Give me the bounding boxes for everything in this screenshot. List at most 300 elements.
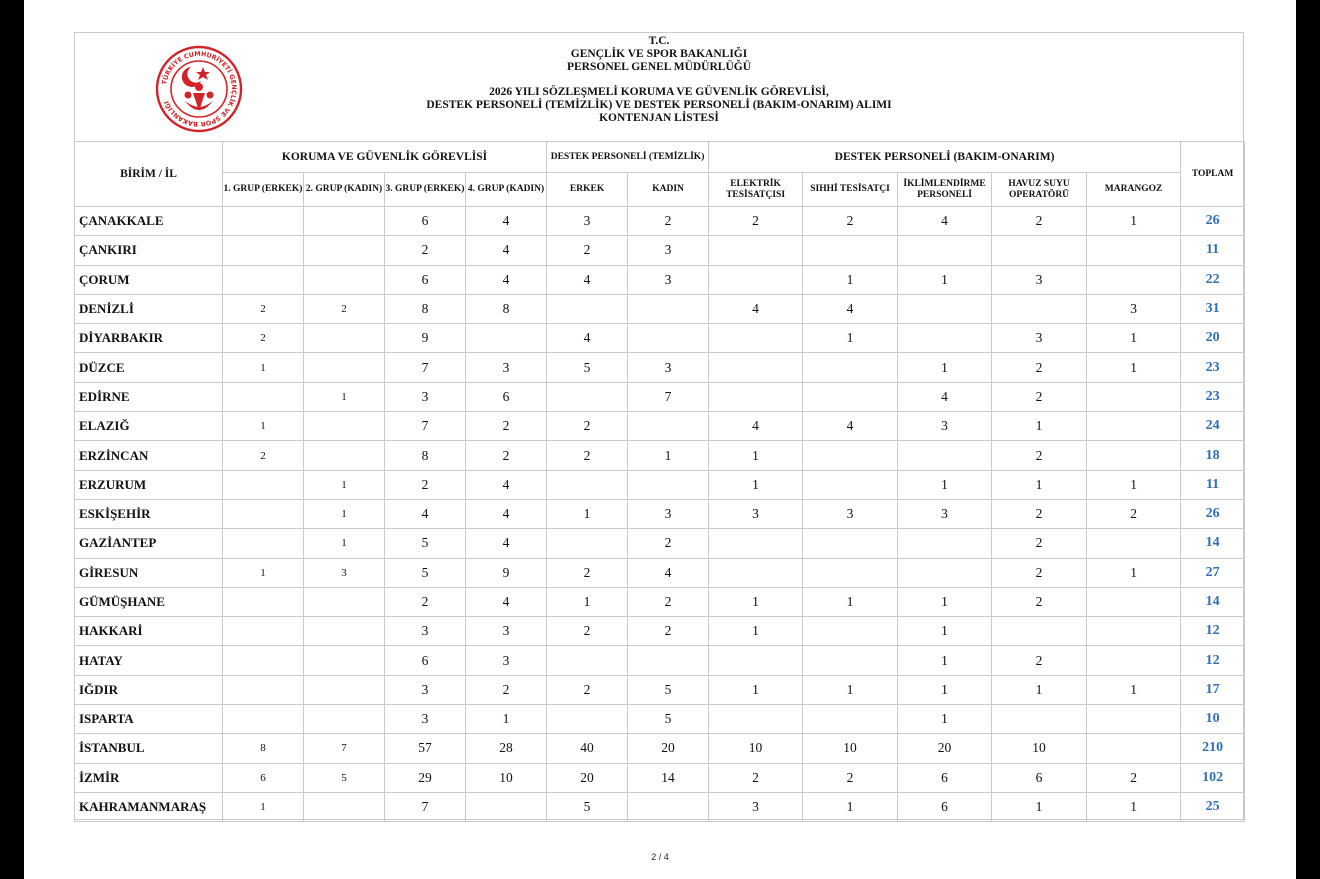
row-cell: 4: [547, 324, 628, 353]
sub-header-7: SIHHİ TESİSATÇI: [803, 173, 898, 207]
row-total: 12: [1181, 617, 1245, 646]
row-total: 10: [1181, 705, 1245, 734]
row-cell: 2: [385, 236, 466, 265]
row-cell: 1: [1087, 470, 1181, 499]
table-row: [75, 207, 1245, 236]
row-cell: [223, 265, 304, 294]
table-row: [75, 265, 1245, 294]
row-cell: 6: [992, 763, 1087, 792]
row-total: 11: [1181, 236, 1245, 265]
row-cell: [803, 529, 898, 558]
table-row: [75, 412, 1245, 441]
row-cell: 10: [709, 734, 803, 763]
row-cell: [992, 236, 1087, 265]
row-cell: [803, 705, 898, 734]
row-cell: 14: [628, 763, 709, 792]
row-cell: [547, 382, 628, 411]
row-cell: 1: [466, 705, 547, 734]
table-row: [75, 382, 1245, 411]
row-cell: 4: [709, 412, 803, 441]
row-il-name: ÇORUM: [75, 265, 223, 294]
row-cell: 1: [709, 587, 803, 616]
row-cell: [223, 236, 304, 265]
row-cell: 1: [304, 499, 385, 528]
row-cell: 1: [1087, 675, 1181, 704]
row-cell: 1: [992, 675, 1087, 704]
row-cell: 1: [898, 470, 992, 499]
row-cell: [709, 265, 803, 294]
row-cell: [803, 353, 898, 382]
row-cell: 4: [803, 412, 898, 441]
row-total: 17: [1181, 675, 1245, 704]
row-total: 14: [1181, 587, 1245, 616]
row-total: 24: [1181, 412, 1245, 441]
row-cell: [1087, 705, 1181, 734]
row-cell: 7: [385, 353, 466, 382]
row-cell: [992, 705, 1087, 734]
row-cell: [1087, 265, 1181, 294]
row-cell: 20: [547, 763, 628, 792]
row-cell: 2: [547, 558, 628, 587]
row-il-name: KAHRAMANMARAŞ: [75, 792, 223, 821]
sub-header-4: ERKEK: [547, 173, 628, 207]
row-cell: 3: [628, 499, 709, 528]
row-cell: 3: [628, 265, 709, 294]
row-cell: 4: [466, 499, 547, 528]
row-total: 25: [1181, 792, 1245, 821]
sub-header-3: 4. GRUP (KADIN): [466, 173, 547, 207]
row-cell: 8: [223, 734, 304, 763]
row-cell: 5: [385, 529, 466, 558]
row-cell: 6: [385, 207, 466, 236]
row-cell: [1087, 617, 1181, 646]
row-cell: [1087, 412, 1181, 441]
table-row: [75, 324, 1245, 353]
row-il-name: GİRESUN: [75, 558, 223, 587]
row-cell: [304, 412, 385, 441]
row-cell: 8: [466, 294, 547, 323]
row-cell: [547, 294, 628, 323]
row-cell: 2: [547, 675, 628, 704]
sub-header-0: 1. GRUP (ERKEK): [223, 173, 304, 207]
row-cell: 2: [992, 558, 1087, 587]
row-total: 31: [1181, 294, 1245, 323]
row-cell: [304, 207, 385, 236]
page-number: 2 / 4: [651, 852, 669, 862]
row-cell: 2: [992, 587, 1087, 616]
row-cell: 3: [628, 236, 709, 265]
row-cell: 2: [385, 470, 466, 499]
row-cell: [1087, 441, 1181, 470]
row-cell: [466, 792, 547, 821]
row-cell: 3: [385, 705, 466, 734]
row-cell: 4: [466, 529, 547, 558]
row-cell: 2: [992, 646, 1087, 675]
table-row: [75, 294, 1245, 323]
row-cell: 9: [385, 324, 466, 353]
row-cell: [803, 236, 898, 265]
row-total: 23: [1181, 353, 1245, 382]
row-total: 18: [1181, 441, 1245, 470]
row-cell: 4: [898, 382, 992, 411]
row-cell: 29: [385, 763, 466, 792]
row-cell: [709, 353, 803, 382]
row-cell: 10: [803, 734, 898, 763]
row-cell: 9: [466, 558, 547, 587]
row-cell: 1: [898, 587, 992, 616]
row-total: 11: [1181, 470, 1245, 499]
row-total: 26: [1181, 499, 1245, 528]
row-cell: [628, 294, 709, 323]
row-cell: 1: [709, 675, 803, 704]
row-cell: [709, 382, 803, 411]
row-cell: 2: [223, 441, 304, 470]
row-cell: [1087, 529, 1181, 558]
row-cell: [898, 441, 992, 470]
row-cell: 8: [385, 441, 466, 470]
document-header: [75, 35, 1243, 125]
row-il-name: HAKKARİ: [75, 617, 223, 646]
row-cell: [709, 705, 803, 734]
row-cell: 3: [547, 207, 628, 236]
row-cell: 2: [466, 412, 547, 441]
row-cell: 1: [304, 382, 385, 411]
row-cell: 4: [547, 265, 628, 294]
row-cell: 2: [547, 441, 628, 470]
row-cell: [992, 294, 1087, 323]
row-cell: [304, 646, 385, 675]
quota-table: [74, 141, 1245, 822]
row-il-name: DİYARBAKIR: [75, 324, 223, 353]
row-cell: 5: [304, 763, 385, 792]
row-cell: 3: [898, 499, 992, 528]
row-cell: 3: [385, 675, 466, 704]
row-total: 102: [1181, 763, 1245, 792]
row-cell: 1: [547, 499, 628, 528]
document-page: [24, 0, 1296, 879]
row-cell: [709, 646, 803, 675]
row-cell: 7: [628, 382, 709, 411]
header-line-title-3: KONTENJAN LİSTESİ: [599, 112, 719, 124]
row-cell: [898, 529, 992, 558]
row-cell: 2: [992, 529, 1087, 558]
row-cell: 1: [223, 353, 304, 382]
row-cell: [304, 441, 385, 470]
table-row: [75, 441, 1245, 470]
row-cell: 1: [304, 470, 385, 499]
row-cell: 1: [992, 412, 1087, 441]
row-cell: 40: [547, 734, 628, 763]
row-cell: 4: [385, 499, 466, 528]
row-cell: 2: [992, 499, 1087, 528]
row-cell: 1: [709, 470, 803, 499]
row-cell: [223, 470, 304, 499]
row-il-name: ERZURUM: [75, 470, 223, 499]
row-cell: [304, 792, 385, 821]
row-cell: [304, 236, 385, 265]
row-cell: 3: [466, 646, 547, 675]
row-total: 14: [1181, 529, 1245, 558]
group-koruma-header: KORUMA VE GÜVENLİK GÖREVLİSİ: [223, 142, 547, 173]
row-cell: 2: [547, 236, 628, 265]
row-cell: 1: [992, 792, 1087, 821]
row-cell: 1: [898, 705, 992, 734]
row-cell: 6: [223, 763, 304, 792]
table-row: [75, 499, 1245, 528]
row-cell: 1: [803, 324, 898, 353]
table-row: [75, 734, 1245, 763]
row-cell: 3: [803, 499, 898, 528]
row-cell: 3: [466, 353, 547, 382]
row-cell: 2: [547, 617, 628, 646]
row-total: 20: [1181, 324, 1245, 353]
row-cell: [466, 324, 547, 353]
row-total: 23: [1181, 382, 1245, 411]
row-cell: 4: [803, 294, 898, 323]
row-cell: [223, 617, 304, 646]
row-cell: [898, 324, 992, 353]
row-cell: 3: [304, 558, 385, 587]
row-cell: 5: [628, 675, 709, 704]
row-cell: 1: [898, 675, 992, 704]
row-cell: [628, 324, 709, 353]
row-il-name: DENİZLİ: [75, 294, 223, 323]
row-cell: 4: [628, 558, 709, 587]
row-cell: 2: [628, 617, 709, 646]
row-il-name: ELAZIĞ: [75, 412, 223, 441]
row-cell: 1: [709, 441, 803, 470]
row-cell: 4: [898, 207, 992, 236]
row-cell: [304, 324, 385, 353]
row-total: 210: [1181, 734, 1245, 763]
table-row: [75, 558, 1245, 587]
row-cell: 1: [803, 675, 898, 704]
row-cell: 1: [628, 441, 709, 470]
row-cell: [628, 412, 709, 441]
row-cell: 3: [1087, 294, 1181, 323]
row-cell: 1: [898, 353, 992, 382]
row-cell: [547, 470, 628, 499]
row-cell: 3: [385, 382, 466, 411]
row-cell: 2: [709, 207, 803, 236]
row-total: 27: [1181, 558, 1245, 587]
row-cell: 5: [547, 353, 628, 382]
row-cell: 2: [992, 382, 1087, 411]
row-cell: 3: [709, 792, 803, 821]
row-il-name: DÜZCE: [75, 353, 223, 382]
row-cell: 1: [547, 587, 628, 616]
row-cell: 2: [547, 412, 628, 441]
row-cell: 7: [385, 412, 466, 441]
row-cell: 1: [898, 265, 992, 294]
row-cell: 2: [992, 441, 1087, 470]
row-cell: 10: [466, 763, 547, 792]
row-cell: 1: [803, 265, 898, 294]
row-cell: [803, 382, 898, 411]
row-cell: 2: [1087, 499, 1181, 528]
row-cell: 2: [803, 763, 898, 792]
row-cell: [709, 529, 803, 558]
row-cell: [547, 646, 628, 675]
table-row: [75, 705, 1245, 734]
row-cell: 3: [628, 353, 709, 382]
row-cell: 7: [385, 792, 466, 821]
document-frame: [74, 32, 1244, 820]
row-cell: 3: [709, 499, 803, 528]
row-cell: [1087, 734, 1181, 763]
row-cell: 1: [803, 587, 898, 616]
row-il-name: İZMİR: [75, 763, 223, 792]
row-il-name: EDİRNE: [75, 382, 223, 411]
row-cell: 2: [628, 207, 709, 236]
row-cell: [803, 617, 898, 646]
row-cell: 1: [223, 558, 304, 587]
row-cell: [547, 529, 628, 558]
row-cell: 2: [709, 763, 803, 792]
table-row: [75, 617, 1245, 646]
sub-header-5: KADIN: [628, 173, 709, 207]
sub-header-2: 3. GRUP (ERKEK): [385, 173, 466, 207]
row-il-name: ESKİŞEHİR: [75, 499, 223, 528]
row-il-name: HATAY: [75, 646, 223, 675]
row-cell: [992, 617, 1087, 646]
row-cell: 1: [1087, 558, 1181, 587]
row-cell: 3: [898, 412, 992, 441]
row-cell: 2: [466, 675, 547, 704]
row-cell: 4: [466, 265, 547, 294]
row-cell: [1087, 587, 1181, 616]
table-row: [75, 646, 1245, 675]
sub-header-10: MARANGOZ: [1087, 173, 1181, 207]
row-cell: 5: [385, 558, 466, 587]
row-cell: 4: [709, 294, 803, 323]
row-cell: [304, 675, 385, 704]
row-cell: 20: [898, 734, 992, 763]
row-cell: 6: [385, 646, 466, 675]
row-cell: 4: [466, 236, 547, 265]
row-cell: 1: [1087, 207, 1181, 236]
row-cell: 3: [992, 324, 1087, 353]
row-cell: 2: [992, 207, 1087, 236]
row-cell: 2: [223, 324, 304, 353]
row-cell: 6: [898, 792, 992, 821]
row-cell: 2: [385, 587, 466, 616]
col-toplam-header: TOPLAM: [1181, 142, 1245, 207]
row-cell: [223, 587, 304, 616]
row-il-name: İSTANBUL: [75, 734, 223, 763]
row-cell: [803, 441, 898, 470]
row-cell: [223, 646, 304, 675]
row-cell: [223, 382, 304, 411]
row-cell: 1: [304, 529, 385, 558]
row-cell: 20: [628, 734, 709, 763]
row-cell: [1087, 646, 1181, 675]
row-il-name: ISPARTA: [75, 705, 223, 734]
row-cell: 7: [304, 734, 385, 763]
row-cell: 3: [385, 617, 466, 646]
row-cell: 5: [628, 705, 709, 734]
row-il-name: ÇANKIRI: [75, 236, 223, 265]
sub-header-8: İKLİMLENDİRME PERSONELİ: [898, 173, 992, 207]
row-cell: [223, 529, 304, 558]
header-line-title-1: 2026 YILI SÖZLEŞMELİ KORUMA VE GÜVENLİK GÖREVLİSİ,: [489, 86, 829, 98]
group-bakim-header: DESTEK PERSONELİ (BAKIM-ONARIM): [709, 142, 1181, 173]
row-il-name: ERZİNCAN: [75, 441, 223, 470]
row-cell: [304, 353, 385, 382]
row-total: 26: [1181, 207, 1245, 236]
header-line-ministry: GENÇLİK VE SPOR BAKANLIĞI: [570, 48, 748, 60]
row-cell: [304, 265, 385, 294]
row-cell: [709, 558, 803, 587]
header-line-department: PERSONEL GENEL MÜDÜRLÜĞÜ: [566, 61, 752, 73]
row-cell: 57: [385, 734, 466, 763]
header-line-title-2: DESTEK PERSONELİ (TEMİZLİK) VE DESTEK PERSONELİ (BAKIM-ONARIM) ALIMI: [426, 99, 892, 111]
row-cell: 2: [803, 207, 898, 236]
row-cell: 28: [466, 734, 547, 763]
row-cell: 1: [898, 646, 992, 675]
sub-header-1: 2. GRUP (KADIN): [304, 173, 385, 207]
row-cell: 3: [992, 265, 1087, 294]
sub-header-9: HAVUZ SUYU OPERATÖRÜ: [992, 173, 1087, 207]
row-cell: 10: [992, 734, 1087, 763]
row-cell: 1: [898, 617, 992, 646]
row-cell: 1: [709, 617, 803, 646]
row-cell: 4: [466, 587, 547, 616]
row-il-name: GAZİANTEP: [75, 529, 223, 558]
row-cell: [223, 675, 304, 704]
table-row: [75, 353, 1245, 382]
row-cell: [898, 558, 992, 587]
row-il-name: IĞDIR: [75, 675, 223, 704]
row-cell: [628, 470, 709, 499]
row-cell: 1: [1087, 324, 1181, 353]
col-birim-header: BİRİM / İL: [75, 142, 223, 207]
row-cell: [304, 617, 385, 646]
row-cell: [304, 705, 385, 734]
row-cell: 1: [223, 792, 304, 821]
row-cell: 2: [1087, 763, 1181, 792]
row-cell: [628, 646, 709, 675]
seal-text: TÜRKİYE CUMHURİYETİ GENÇLİK VE SPOR BAKANLIĞI: [160, 49, 239, 129]
row-cell: [304, 587, 385, 616]
row-cell: 1: [803, 792, 898, 821]
group-temizlik-header: DESTEK PERSONELİ (TEMİZLİK): [547, 142, 709, 173]
row-cell: 2: [628, 587, 709, 616]
row-cell: 5: [547, 792, 628, 821]
table-row: [75, 675, 1245, 704]
row-cell: [628, 792, 709, 821]
row-cell: 2: [466, 441, 547, 470]
row-cell: [1087, 382, 1181, 411]
header-line-tc: T.C.: [648, 35, 670, 47]
row-cell: 8: [385, 294, 466, 323]
row-cell: 2: [992, 353, 1087, 382]
row-cell: [709, 236, 803, 265]
row-cell: [803, 646, 898, 675]
row-cell: [803, 558, 898, 587]
row-cell: [803, 470, 898, 499]
row-cell: 4: [466, 470, 547, 499]
table-row: [75, 236, 1245, 265]
row-cell: [223, 207, 304, 236]
row-cell: [1087, 236, 1181, 265]
row-cell: 6: [385, 265, 466, 294]
table-row: [75, 763, 1245, 792]
row-cell: [709, 324, 803, 353]
row-cell: [898, 236, 992, 265]
row-cell: 4: [466, 207, 547, 236]
row-cell: 2: [223, 294, 304, 323]
